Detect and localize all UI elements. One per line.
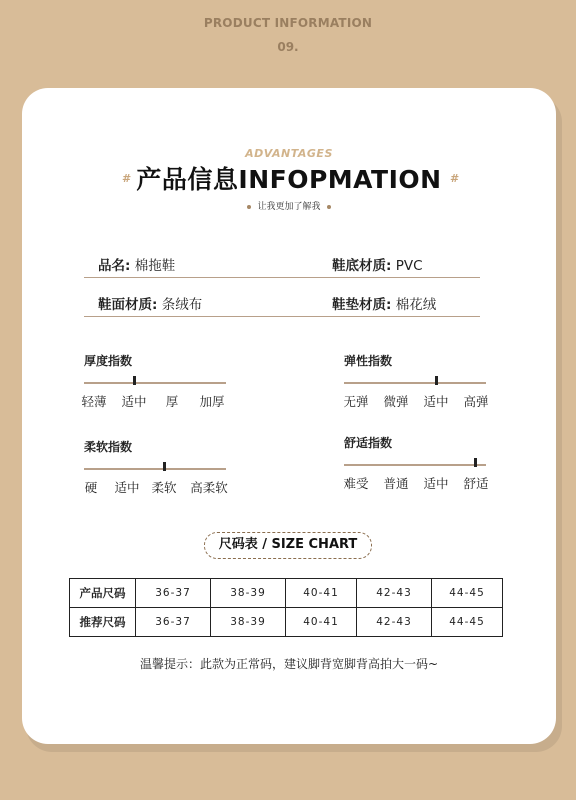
scale-track bbox=[84, 382, 226, 384]
info-row bbox=[84, 287, 480, 317]
scale-marker bbox=[133, 376, 136, 385]
table-cell: 36-37 bbox=[136, 608, 211, 637]
dot-decoration bbox=[247, 205, 251, 209]
scale-option: 适中 bbox=[423, 476, 449, 491]
dot-decoration bbox=[327, 205, 331, 209]
info-value: 棉花绒 bbox=[395, 297, 437, 313]
tip-note: 温馨提示：此款为正常码，建议脚背宽脚背高拍大一码~ bbox=[139, 657, 439, 671]
info-value: 棉拖鞋 bbox=[134, 258, 176, 274]
info-label: 鞋垫材质: bbox=[332, 297, 392, 313]
scale-option: 硬 bbox=[84, 480, 98, 495]
scale-title: 舒适指数 bbox=[344, 436, 393, 450]
size-chart-title: 尺码表 / SIZE CHART bbox=[204, 532, 372, 559]
scale-title: 厚度指数 bbox=[84, 354, 133, 368]
scale-title: 弹性指数 bbox=[344, 354, 393, 368]
scale-option: 轻薄 bbox=[81, 394, 107, 409]
info-value: PVC bbox=[395, 258, 423, 274]
table-cell: 42-43 bbox=[357, 608, 432, 637]
info-label: 鞋底材质: bbox=[332, 258, 392, 274]
info-label: 品名: bbox=[98, 258, 131, 274]
table-cell: 38-39 bbox=[211, 579, 286, 608]
row-header: 推荐尺码 bbox=[70, 608, 136, 637]
table-cell: 40-41 bbox=[286, 608, 357, 637]
hash-decoration-left: # bbox=[122, 172, 132, 185]
table-cell: 44-45 bbox=[432, 579, 503, 608]
scale-option: 高柔软 bbox=[190, 480, 228, 495]
info-row bbox=[84, 248, 480, 278]
scale-title: 柔软指数 bbox=[84, 440, 133, 454]
scale-option: 适中 bbox=[114, 480, 140, 495]
table-cell: 36-37 bbox=[136, 579, 211, 608]
scale-option: 普通 bbox=[383, 476, 409, 491]
info-cell-sole bbox=[332, 254, 423, 274]
scale-marker bbox=[163, 462, 166, 471]
advantages-label: ADVANTAGES bbox=[245, 147, 333, 160]
table-cell: 40-41 bbox=[286, 579, 357, 608]
info-cell-name bbox=[98, 254, 175, 274]
table-row bbox=[70, 608, 503, 637]
scale-option: 厚 bbox=[165, 394, 179, 409]
scale-option: 适中 bbox=[121, 394, 147, 409]
scale-option: 舒适 bbox=[463, 476, 489, 491]
scale-track bbox=[344, 464, 486, 466]
section-title: 产品信息INFOPMATION bbox=[136, 165, 442, 194]
table-cell: 38-39 bbox=[211, 608, 286, 637]
product-info-card bbox=[22, 88, 556, 744]
table-cell: 42-43 bbox=[357, 579, 432, 608]
info-label: 鞋面材质: bbox=[98, 297, 158, 313]
scale-option: 微弹 bbox=[383, 394, 409, 409]
hash-decoration-right: # bbox=[450, 172, 460, 185]
table-cell: 44-45 bbox=[432, 608, 503, 637]
header-number: 09. bbox=[277, 40, 299, 54]
scale-option: 适中 bbox=[423, 394, 449, 409]
scale-option: 无弹 bbox=[343, 394, 369, 409]
info-cell-insole bbox=[332, 293, 436, 313]
subtitle-text: 让我更加了解我 bbox=[257, 202, 321, 212]
scale-marker bbox=[474, 458, 477, 467]
row-header: 产品尺码 bbox=[70, 579, 136, 608]
scale-track bbox=[84, 468, 226, 470]
size-table bbox=[69, 578, 503, 637]
info-value: 条绒布 bbox=[161, 297, 203, 313]
table-row bbox=[70, 579, 503, 608]
header-title: PRODUCT INFORMATION bbox=[203, 16, 373, 30]
scale-option: 难受 bbox=[343, 476, 369, 491]
section-subtitle bbox=[22, 199, 556, 212]
scale-marker bbox=[435, 376, 438, 385]
scale-track bbox=[344, 382, 486, 384]
scale-option: 柔软 bbox=[151, 480, 177, 495]
scale-option: 高弹 bbox=[463, 394, 489, 409]
info-cell-upper bbox=[98, 293, 202, 313]
scale-option: 加厚 bbox=[199, 394, 225, 409]
